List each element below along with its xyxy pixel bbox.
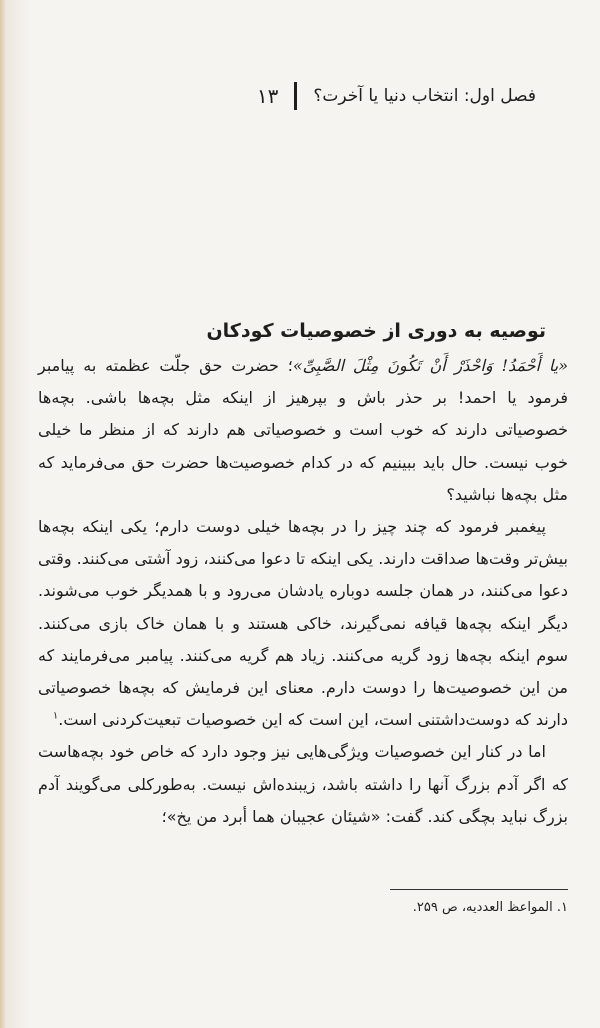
footnote: ۱. المواعظ العددیه، ص ۲۵۹. [412, 900, 568, 915]
main-text [38, 316, 568, 833]
paragraph-2-text: پیغمبر فرمود که چند چیز را در بچه‌ها خیلی دوست دارم؛ یکی اینکه بچه‌ها بیش‌تر وقت‌ها صداقت دارند. یکی اینکه تا دعوا می‌کنند، زود آشتی می‌کنند. وقتی دعوا می‌کنند، در همان جلسه دوباره یادشان می‌رود و با همدیگر خوب می‌شوند. دیگر اینکه بچه‌ها قیافه نمی‌گیرند، خاکی هستند و با همان خاک بازی می‌کنند. سوم اینکه بچه‌ها زود گریه می‌کنند. زیاد هم گریه می‌کنند. پیامبر می‌فرمایند که من این خصوصیت‌ها را دوست دارم. معنای این فرمایش که بچه‌ها خصوصیاتی دارند که دوست‌داشتنی است، این است که این خصوصیات تبعیت‌کردنی است. [38, 517, 568, 730]
section-heading: توصیه به دوری از خصوصیات کودکان [206, 320, 546, 342]
chapter-title: فصل اول: انتخاب دنیا یا آخرت؟ [313, 86, 536, 106]
header-separator [294, 82, 297, 110]
paragraph-2 [38, 511, 568, 736]
paragraph-1-text: ؛ حضرت حق جلّت عظمته به پیامبر فرمود یا احمد! بر حذر باش و بپرهیز از اینکه مثل بچه‌ها باشی. بچه‌ها خصوصیاتی دارند که خوب است و خصوصیاتی هم دارند که از منظر ما خیلی خوب نیست. حال باید ببینیم که در کدام خصوصیت‌ها حضرت حق می‌فرماید که مثل بچه‌ها نباشید؟ [38, 356, 568, 504]
paragraph-3-text: اما در کنار این خصوصیات ویژگی‌هایی نیز وجود دارد که خاص خود بچه‌هاست که اگر آدم بزرگ آنها را داشته باشد، زیبنده‌اش نیست. به‌طورکلی می‌گویند آدم بزرگ نباید بچگی کند. گفت: «شیئان عجیبان هما أبرد من یخ»؛ [38, 742, 568, 826]
footnote-divider [390, 889, 568, 890]
footnote-reference[interactable]: ۱ [52, 710, 59, 722]
page-spine-shadow [0, 0, 6, 1028]
hadith-quote: «یا أَحْمَدُ! وَاحْذَرْ أَنْ تَکُونَ مِثْلَ الصَّبِیِّ» [292, 356, 568, 375]
paragraph-3 [38, 736, 568, 833]
paragraph-1 [38, 350, 568, 511]
running-head [40, 82, 536, 110]
page-number: ۱۳ [256, 84, 279, 108]
